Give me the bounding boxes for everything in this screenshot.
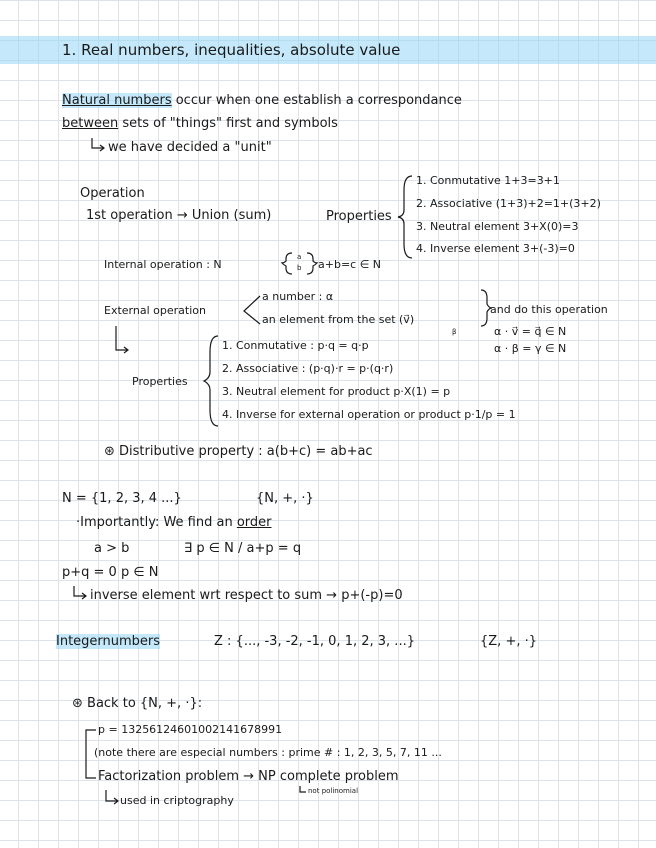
importantly-text: ·Importantly: We find an bbox=[76, 515, 237, 530]
naturals-structure: {N, +, ·} bbox=[256, 491, 314, 506]
external-a-number: a number : α bbox=[262, 290, 334, 303]
internal-operation-label: Internal operation : N bbox=[104, 258, 222, 271]
prime-note: (note there are especial numbers : prime # : 1, 2, 3, 5, 7, 11 ... bbox=[94, 746, 442, 759]
between-term: between bbox=[62, 116, 119, 131]
importantly-line bbox=[76, 516, 272, 529]
first-operation: 1st operation → Union (sum) bbox=[86, 208, 272, 223]
product-property-1: 1. Conmutative : p·q = q·p bbox=[222, 339, 369, 352]
p-value: p = 13256124601002141678991 bbox=[98, 723, 283, 736]
order-term: order bbox=[236, 515, 272, 530]
external-beta: β bbox=[452, 328, 457, 336]
distributive-property: ⊛ Distributive property : a(b+c) = ab+ac bbox=[104, 444, 373, 459]
external-operation-label: External operation bbox=[104, 304, 206, 317]
external-an-element: an element from the set (v⃗) bbox=[262, 313, 415, 326]
intro-line-1 bbox=[62, 94, 462, 107]
product-property-4: 4. Inverse for external operation or product p·1/p = 1 bbox=[222, 408, 516, 421]
product-properties-label: Properties bbox=[132, 375, 188, 388]
internal-b: b bbox=[297, 264, 302, 272]
cryptography-line: used in criptography bbox=[120, 794, 234, 807]
intro-line-3: we have decided a "unit" bbox=[108, 140, 272, 155]
external-and-do: and do this operation bbox=[490, 303, 608, 316]
integers-structure: {Z, +, ·} bbox=[480, 634, 538, 649]
operation-heading: Operation bbox=[80, 186, 145, 201]
intro-line-2 bbox=[62, 117, 338, 130]
page-title: 1. Real numbers, inequalities, absolute value bbox=[62, 41, 401, 59]
order-exists: ∃ p ∈ N / a+p = q bbox=[184, 541, 302, 556]
integers-line bbox=[56, 635, 160, 648]
pq-line: p+q = 0 p ∈ N bbox=[62, 565, 159, 580]
external-eq-1: α · v⃗ = q⃗ ∈ N bbox=[494, 325, 567, 338]
inverse-line: inverse element wrt respect to sum → p+(-p)=0 bbox=[90, 588, 403, 603]
order-inequality: a > b bbox=[94, 541, 130, 556]
internal-result: a+b=c ∈ N bbox=[318, 258, 382, 271]
internal-a: a bbox=[297, 253, 302, 261]
sum-properties-label: Properties bbox=[326, 209, 392, 224]
sum-property-1: 1. Conmutative 1+3=3+1 bbox=[416, 174, 560, 187]
back-heading: ⊛ Back to {N, +, ·}: bbox=[72, 696, 203, 711]
naturals-set: N = {1, 2, 3, 4 ...} bbox=[62, 491, 182, 506]
sum-property-2: 2. Associative (1+3)+2=1+(3+2) bbox=[416, 197, 601, 210]
not-polynomial-note: not polinomial bbox=[308, 787, 359, 795]
natural-numbers-term: Natural numbers bbox=[62, 93, 172, 108]
sum-property-4: 4. Inverse element 3+(-3)=0 bbox=[416, 242, 575, 255]
intro-line-2-rest: sets of "things" first and symbols bbox=[118, 116, 338, 131]
external-eq-2: α · β = γ ∈ N bbox=[494, 342, 567, 355]
product-property-3: 3. Neutral element for product p·X(1) = p bbox=[222, 385, 451, 398]
integers-set: Z : {..., -3, -2, -1, 0, 1, 2, 3, ...} bbox=[214, 634, 415, 649]
sum-property-3: 3. Neutral element 3+X(0)=3 bbox=[416, 220, 579, 233]
integers-term: Integernumbers bbox=[56, 634, 161, 649]
product-property-2: 2. Associative : (p·q)·r = p·(q·r) bbox=[222, 362, 394, 375]
factorization-line: Factorization problem → NP complete problem bbox=[98, 769, 399, 784]
intro-rest: occur when one establish a correspondance bbox=[171, 93, 462, 108]
